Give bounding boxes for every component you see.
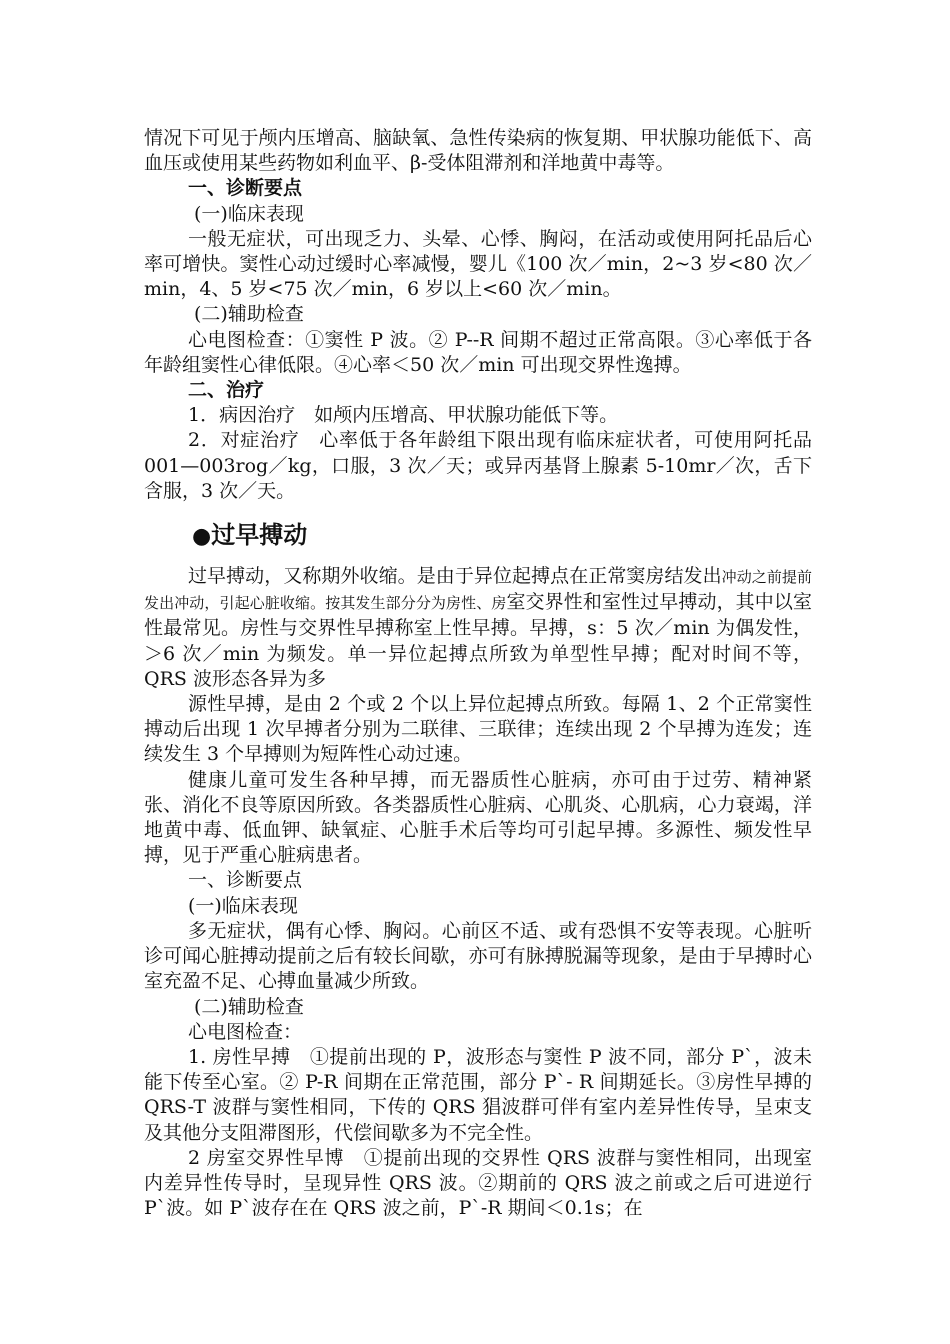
paragraph-definition: 过早搏动，又称期外收缩。是由于异位起搏点在正常窦房结发出冲动之前提前发出冲动，引起心脏收缩。按其发生部分分为房性、房室交界性和室性过早搏动，其中以室性最常见。房性与交界性早搏称室上性早搏。早搏，s：5 次／min 为偶发性，＞6 次／min 为频发。单一异位起搏点所致为单型性早搏；配对时间不等，QRS 波形态各异为多 bbox=[144, 565, 812, 690]
section-heading-diagnosis-2: 一、诊断要点 bbox=[188, 869, 303, 892]
section-heading-treatment: 二、治疗 bbox=[188, 379, 265, 402]
bullet-icon: ● bbox=[192, 524, 212, 550]
paragraph-treatment-1: 1．病因治疗 如颅内压增高、甲状腺功能低下等。 bbox=[188, 404, 619, 427]
paragraph-treatment-2: 2．对症治疗 心率低于各年龄组下限出现有临床症状者，可使用阿托品 001—003rog／kg，口服，3 次／天；或异丙基肾上腺素 5-10mr／次，舌下含服，3 次／天。 bbox=[144, 429, 812, 502]
subheading-clinical: (一)临床表现 bbox=[194, 202, 304, 225]
section-title-text: 过早搏动 bbox=[211, 521, 308, 550]
paragraph-symptoms: 一般无症状，可出现乏力、头晕、心悸、胸闷，在活动或使用阿托品后心率可增快。窦性心动过缓时心率减慢，婴儿《100 次／min，2~3 岁<80 次／min，4、5 岁<75 次／min，6 岁以上<60 次／min。 bbox=[144, 227, 812, 301]
document-page bbox=[144, 126, 812, 1221]
paragraph-atrial: 1. 房性早搏 ①提前出现的 P，波形态与窦性 P 波不同，部分 P`，波未能下传至心室。② P-R 间期在正常范围，部分 P`- R 间期延长。③房性早搏的 QRS-T 波群与窦性相同，下传的 QRS 猖波群可伴有室内差异性传导，呈束支及其他分支阻滞图形，代偿间歇多为不完全性。 bbox=[144, 1045, 812, 1144]
section-heading-diagnosis: 一、诊断要点 bbox=[188, 177, 303, 200]
subheading-auxiliary: (二)辅助检查 bbox=[194, 303, 304, 326]
paragraph-symptoms-2: 多无症状，偶有心悸、胸闷。心前区不适、或有恐惧不安等表现。心脏听诊可闻心脏搏动提前之后有较长间歇，亦可有脉搏脱漏等现象，是由于早搏时心室充盈不足、心搏血量减少所致。 bbox=[144, 919, 812, 993]
paragraph-continuation: 情况下可见于颅内压增高、脑缺氧、急性传染病的恢复期、甲状腺功能低下、高血压或使用某些药物如利血平、β-受体阻滞剂和洋地黄中毒等。 bbox=[144, 127, 812, 175]
paragraph-ecg: 心电图检查：①窦性 P 波。② P--R 间期不超过正常高限。③心率低于各年龄组窦性心律低限。④心率＜50 次／min 可出现交界性逸搏。 bbox=[144, 328, 812, 376]
paragraph-junctional: 2 房室交界性早博 ①提前出现的交界性 QRS 波群与窦性相同，出现室内差异性传导时，呈现异性 QRS 波。②期前的 QRS 波之前或之后可进逆行 P`波。如 P`波存在在 QRS 波之前，P`-R 期间＜0.1s；在 bbox=[144, 1146, 812, 1220]
subheading-clinical-2: (一)临床表现 bbox=[188, 894, 298, 917]
section-title-premature-beats bbox=[144, 518, 812, 554]
paragraph-causes: 健康儿童可发生各种早搏，而无器质性心脏病，亦可由于过劳、精神紧张、消化不良等原因所致。各类器质性心脏病、心肌炎、心肌病，心力衰竭，洋地黄中毒、低血钾、缺氧症、心脏手术后等均可引起早搏。多源性、频发性早搏，见于严重心脏病患者。 bbox=[144, 768, 812, 867]
subheading-auxiliary-2: (二)辅助检查 bbox=[194, 995, 304, 1018]
paragraph-multifocal: 源性早搏，是由 2 个或 2 个以上异位起搏点所致。每隔 1、2 个正常窦性搏动后出现 1 次早搏者分别为二联律、三联律；连续出现 2 个早搏为连发；连续发生 3 个早搏则为短阵性心动过速。 bbox=[144, 693, 812, 766]
paragraph-ecg-label: 心电图检查： bbox=[188, 1020, 303, 1043]
